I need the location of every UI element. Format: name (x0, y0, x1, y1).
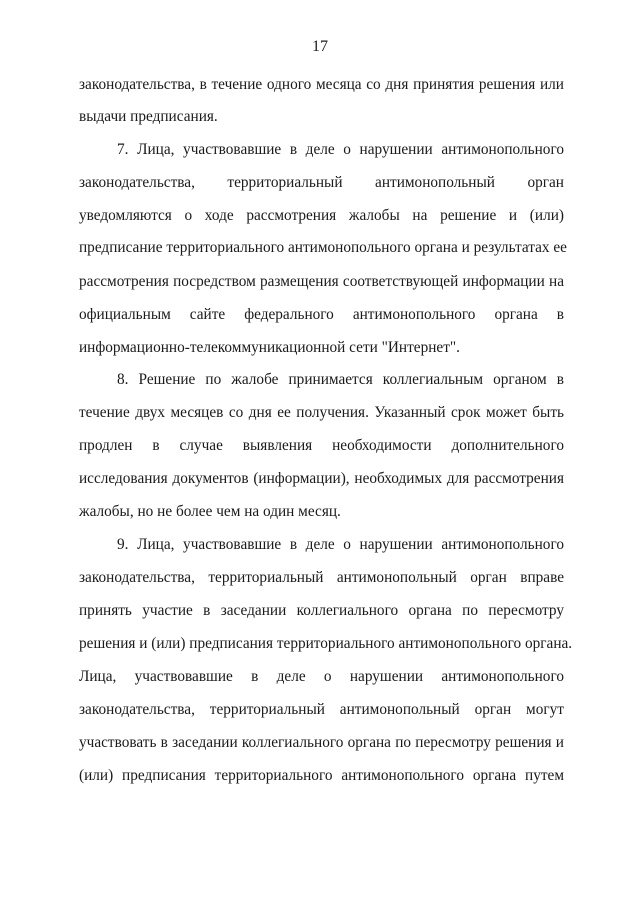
text-line: продлен в случае выявления необходимости дополнительного (79, 437, 564, 454)
text-line: течение двух месяцев со дня ее получения. Указанный срок может быть (79, 404, 564, 421)
text-line: исследования документов (информации), необходимых для рассмотрения (79, 470, 564, 487)
text-line: предписание территориального антимонопольного органа и результатах ее (79, 239, 567, 256)
text-line: уведомляются о ходе рассмотрения жалобы на решение и (или) (79, 207, 564, 224)
paragraph-7-first-line: 7. Лица, участвовавшие в деле о нарушении антимонопольного (117, 141, 564, 158)
text-line: официальным сайте федерального антимонопольного органа в (79, 306, 564, 323)
text-line: законодательства, территориальный антимонопольный орган (79, 174, 564, 191)
text-line: решения и (или) предписания территориального антимонопольного органа. (79, 635, 573, 652)
text-line: жалобы, но не более чем на один месяц. (79, 503, 341, 520)
text-line: выдачи предписания. (79, 108, 218, 125)
text-line: рассмотрения посредством размещения соответствующей информации на (79, 273, 564, 290)
text-line: законодательства, территориальный антимонопольный орган могут (79, 701, 564, 718)
text-line: Лица, участвовавшие в деле о нарушении антимонопольного (79, 668, 564, 685)
paragraph-9-first-line: 9. Лица, участвовавшие в деле о нарушении антимонопольного (117, 536, 564, 553)
page-number: 17 (312, 38, 328, 55)
text-line: (или) предписания территориального антимонопольного органа путем (79, 767, 564, 784)
text-line: законодательства, территориальный антимонопольный орган вправе (79, 569, 564, 586)
text-line: информационно-телекоммуникационной сети "Интернет". (79, 339, 460, 356)
text-line: участвовать в заседании коллегиального органа по пересмотру решения и (79, 734, 564, 751)
text-line: законодательства, в течение одного месяца со дня принятия решения или (79, 76, 564, 93)
paragraph-8-first-line: 8. Решение по жалобе принимается коллегиальным органом в (117, 371, 564, 388)
text-line: принять участие в заседании коллегиального органа по пересмотру (79, 602, 564, 619)
